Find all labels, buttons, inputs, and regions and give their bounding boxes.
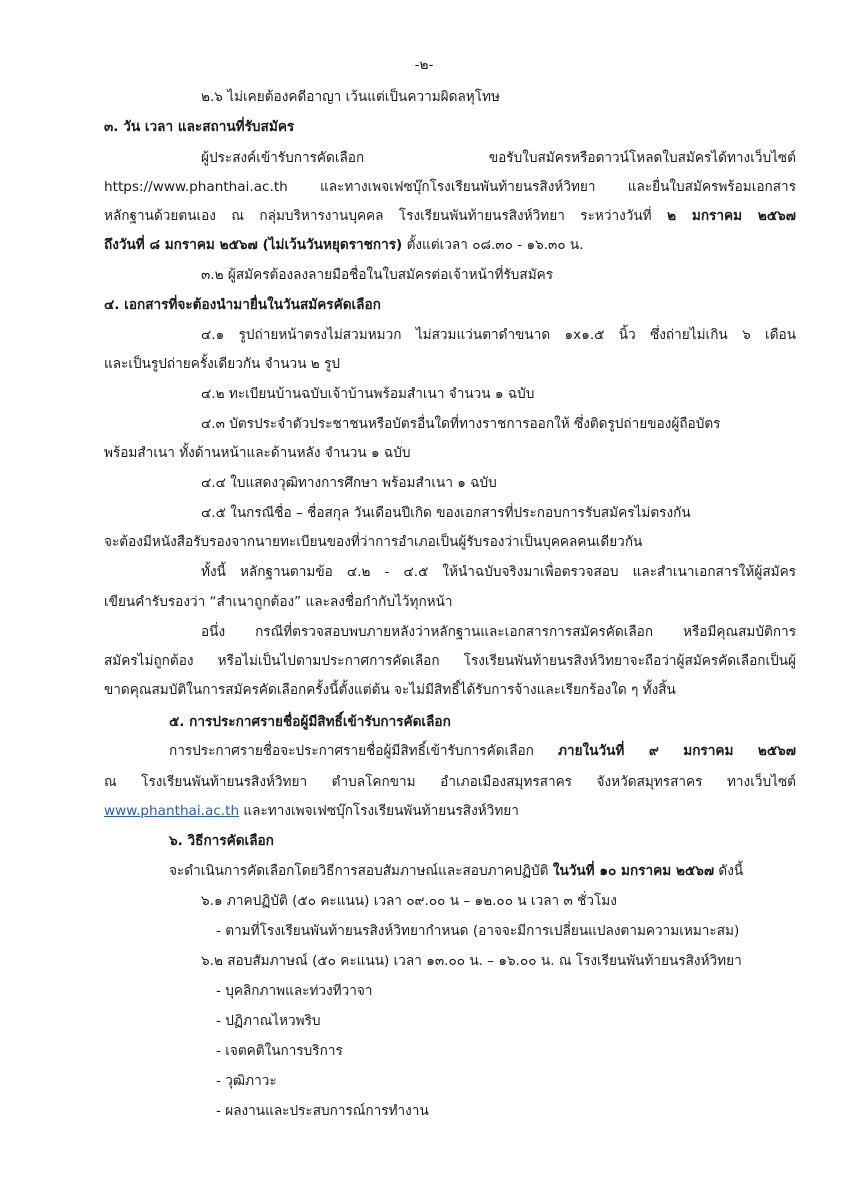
section-3-para-line: ถึงวันที่ ๘ มกราคม ๒๕๖๗ (ไม่เว้นวันหยุดราชการ) ตั้งแต่เวลา ๐๘.๓๐ - ๑๖.๓๐ น. [104,237,584,253]
item-4-5-cont: จะต้องมีหนังสือรับรองจากนายทะเบียนของที่ว่าการอำเภอเป็นผู้รับรองว่าเป็นบุคคลคนเดียวกัน [104,534,643,550]
item-6-2: ๖.๒ สอบสัมภาษณ์ (๕๐ คะแนน) เวลา ๑๓.๐๐ น. – ๑๖.๐๐ น. ณ โรงเรียนพันท้ายนรสิงห์วิทยา [201,953,742,969]
section-5-line: การประกาศรายชื่อจะประกาศรายชื่อผู้มีสิทธิ์เข้ารับการคัดเลือก ภายในวันที่ ๙ มกราคม ๒๕๖๗ [169,743,796,759]
item-4-1-cont: และเป็นรูปถ่ายครั้งเดียวกัน จำนวน ๒ รูป [104,356,341,372]
section-4-heading: ๔. เอกสารที่จะต้องนำมายื่นในวันสมัครคัดเลือก [104,297,381,313]
website-link[interactable]: www.phanthai.ac.th [104,803,240,819]
list-item: - ผลงานและประสบการณ์การทำงาน [216,1103,429,1119]
section-3-para-line: หลักฐานด้วยตนเอง ณ กลุ่มบริหารงานบุคคล โรงเรียนพันท้ายนรสิงห์วิทยา ระหว่างวันที่ ๒ มกราคม ๒๕๖๗ [104,208,796,224]
item-6-1: ๖.๑ ภาคปฏิบัติ (๕๐ คะแนน) เวลา ๐๙.๐๐ น – ๑๒.๐๐ น เวลา ๓ ชั่วโมง [201,893,617,909]
list-item: - วุฒิภาวะ [216,1073,277,1089]
item-4-2: ๔.๒ ทะเบียนบ้านฉบับเจ้าบ้านพร้อมสำเนา จำนวน ๑ ฉบับ [201,386,535,402]
section-6-intro: จะดำเนินการคัดเลือกโดยวิธีการสอบสัมภาษณ์และสอบภาคปฏิบัติ ในวันที่ ๑๐ มกราคม ๒๕๖๗ ดังนี้ [169,863,744,879]
section-3-para-line: https://www.phanthai.ac.th และทางเพจเฟซบุ๊กโรงเรียนพันท้ายนรสิงห์วิทยา และยื่นใบสมัครพร้อมเอกสาร [104,179,796,195]
item-6-1-sub: - ตามที่โรงเรียนพันท้ายนรสิงห์วิทยากำหนด (อาจจะมีการเปลี่ยนแปลงตามความเหมาะสม) [216,923,740,939]
section-6-heading: ๖. วิธีการคัดเลือก [169,833,274,849]
section-4-note: เขียนคำรับรองว่า “สำเนาถูกต้อง” และลงชื่อกำกับไว้ทุกหน้า [104,594,453,610]
section-4-note: ขาดคุณสมบัติในการสมัครคัดเลือกครั้งนี้ตั้งแต่ต้น จะไม่มีสิทธิ์ได้รับการจ้างและเรียกร้องใด ๆ ทั้งสิ้น [104,682,676,698]
list-item: - ปฏิภาณไหวพริบ [216,1013,321,1029]
section-3-para-line: ผู้ประสงค์เข้ารับการคัดเลือก ขอรับใบสมัครหรือดาวน์โหลดใบสมัครได้ทางเว็บไซต์ [201,150,796,166]
item-2-6: ๒.๖ ไม่เคยต้องคดีอาญา เว้นแต่เป็นความผิดลหุโทษ [201,89,500,105]
list-item: - บุคลิกภาพและท่วงทีวาจา [216,983,373,999]
page-number: -๒- [414,57,434,73]
item-3-2: ๓.๒ ผู้สมัครต้องลงลายมือชื่อในใบสมัครต่อเจ้าหน้าที่รับสมัคร [201,267,554,283]
section-4-note: อนึ่ง กรณีที่ตรวจสอบพบภายหลังว่าหลักฐานและเอกสารการสมัครคัดเลือก หรือมีคุณสมบัติการ [201,624,796,640]
item-4-4: ๔.๔ ใบแสดงวุฒิทางการศึกษา พร้อมสำเนา ๑ ฉบับ [201,475,497,491]
section-4-note: สมัครไม่ถูกต้อง หรือไม่เป็นไปตามประกาศการคัดเลือก โรงเรียนพันท้ายนรสิงห์วิทยาจะถือว่าผู้สมัครคัดเลือกเป็นผู้ [104,653,796,669]
section-4-note: ทั้งนี้ หลักฐานตามข้อ ๔.๒ - ๔.๕ ให้นำฉบับจริงมาเพื่อตรวจสอบ และสำเนาเอกสารให้ผู้สมัคร [201,564,796,580]
section-3-heading: ๓. วัน เวลา และสถานที่รับสมัคร [104,119,295,135]
list-item: - เจตคติในการบริการ [216,1043,343,1059]
item-4-3: ๔.๓ บัตรประจำตัวประชาชนหรือบัตรอื่นใดที่ทางราชการออกให้ ซึ่งติดรูปถ่ายของผู้ถือบัตร [201,416,721,432]
item-4-5: ๔.๕ ในกรณีชื่อ – ชื่อสกุล วันเดือนปีเกิด ของเอกสารที่ประกอบการรับสมัครไม่ตรงกัน [201,505,691,521]
item-4-1: ๔.๑ รูปถ่ายหน้าตรงไม่สวมหมวก ไม่สวมแว่นตาดำขนาด ๑x๑.๕ นิ้ว ซึ่งถ่ายไม่เกิน ๖ เดือน [201,327,796,343]
section-5-line: www.phanthai.ac.th และทางเพจเฟซบุ๊กโรงเรียนพันท้ายนรสิงห์วิทยา [104,803,519,819]
item-4-3-cont: พร้อมสำเนา ทั้งด้านหน้าและด้านหลัง จำนวน ๑ ฉบับ [104,445,411,461]
section-5-line: ณ โรงเรียนพันท้ายนรสิงห์วิทยา ตำบลโคกขาม อำเภอเมืองสมุทรสาคร จังหวัดสมุทรสาคร ทางเว็บไซต์ [104,774,796,790]
section-5-heading: ๕. การประกาศรายชื่อผู้มีสิทธิ์เข้ารับการคัดเลือก [169,714,451,730]
